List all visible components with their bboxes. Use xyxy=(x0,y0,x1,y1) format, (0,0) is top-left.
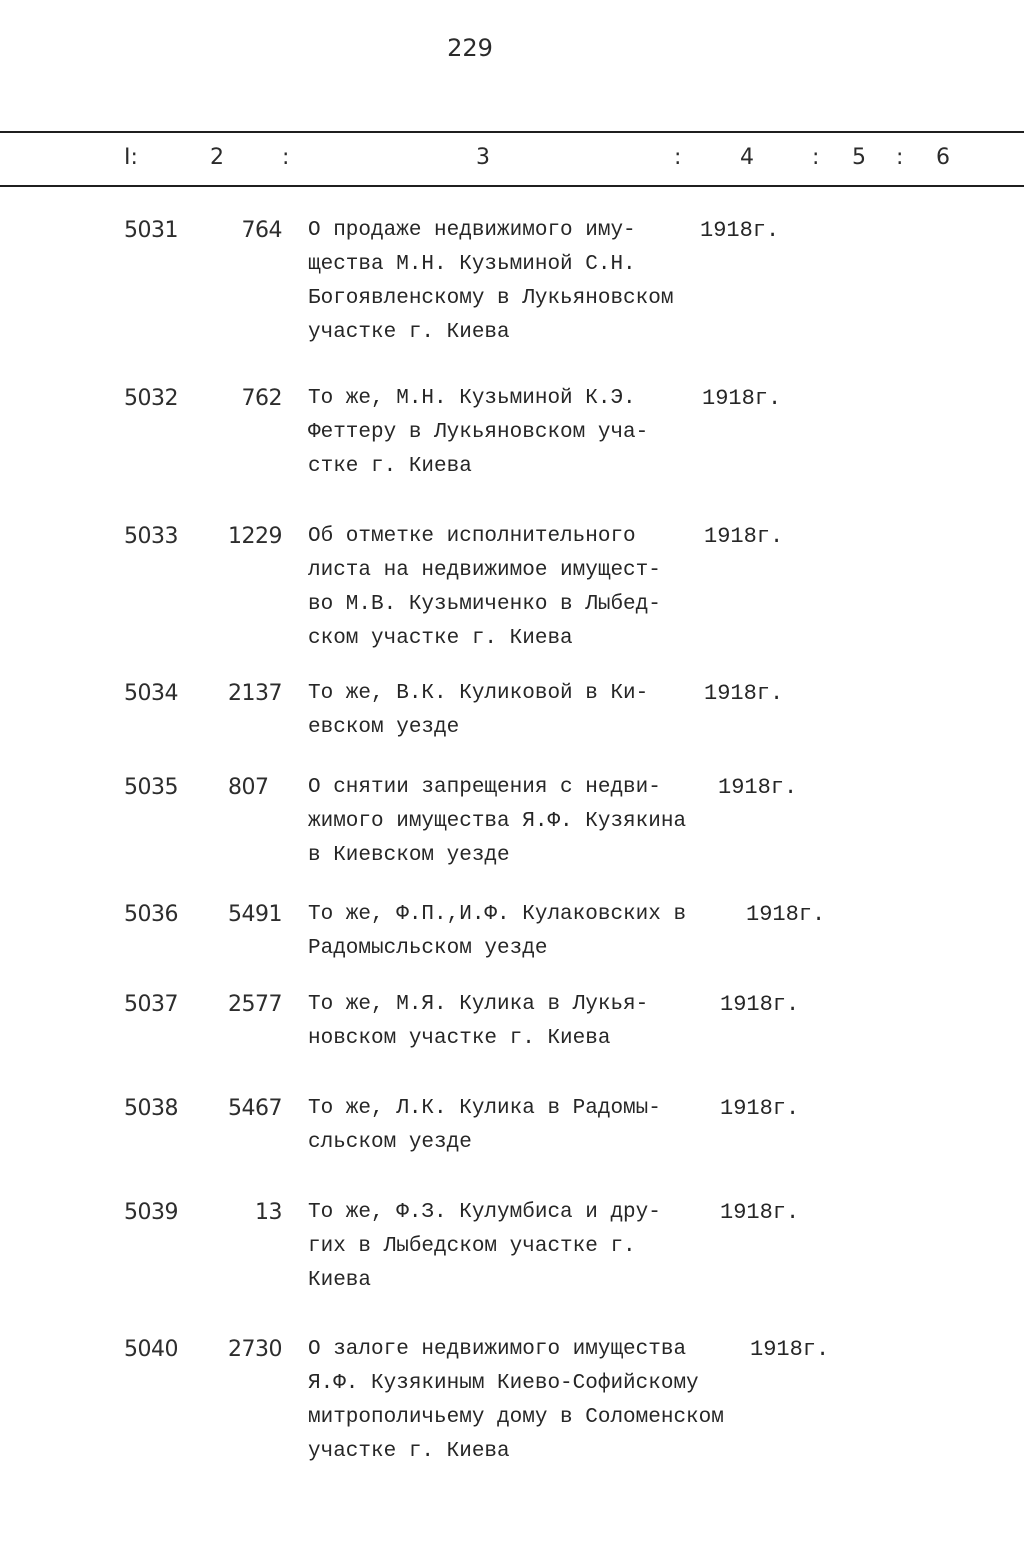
entry-year: 1918г. xyxy=(704,524,784,549)
entry-sheet: 2137 xyxy=(228,681,282,706)
column-header-2: 2 xyxy=(210,145,224,170)
entry-number: 5032 xyxy=(124,386,178,411)
description-line: То же, В.К. Куликовой в Ки- xyxy=(308,682,649,705)
description-line: в Киевском уезде xyxy=(308,844,510,867)
entry-year: 1918г. xyxy=(704,681,784,706)
description-line: сльском уезде xyxy=(308,1131,472,1154)
entry-number: 5038 xyxy=(124,1096,178,1121)
description-line: евском уезде xyxy=(308,716,460,739)
column-separator: : xyxy=(812,145,820,170)
description-line: Радомысльском уезде xyxy=(308,937,548,960)
description-line: О снятии запрещения с недви- xyxy=(308,776,661,799)
description-line: новском участке г. Киева xyxy=(308,1027,611,1050)
description-line: щества М.Н. Кузьминой С.Н. xyxy=(308,253,636,276)
entry-number: 5037 xyxy=(124,992,178,1017)
column-header-3: 3 xyxy=(476,145,490,170)
entry-sheet: 5491 xyxy=(228,902,282,927)
column-header-row xyxy=(0,145,1024,179)
entry-description xyxy=(308,1196,728,1298)
entry-number: 5036 xyxy=(124,902,178,927)
description-line: жимого имущества Я.Ф. Кузякина xyxy=(308,810,687,833)
header-bottom-rule xyxy=(0,185,1024,187)
description-line: Об отметке исполнительного xyxy=(308,525,636,548)
entry-number: 5033 xyxy=(124,524,178,549)
column-header-1: I: xyxy=(124,145,138,170)
column-header-5: 5 xyxy=(852,145,866,170)
description-line: Я.Ф. Кузякиным Киево-Софийскому xyxy=(308,1372,699,1395)
description-line: То же, Ф.П.,И.Ф. Кулаковских в xyxy=(308,903,687,926)
description-line: Богоявленскому в Лукьяновском xyxy=(308,287,674,310)
entry-description xyxy=(308,1092,728,1160)
entry-year: 1918г. xyxy=(720,1200,800,1225)
entry-sheet: 5467 xyxy=(228,1096,282,1121)
entry-year: 1918г. xyxy=(720,1096,800,1121)
description-line: Феттеру в Лукьяновском уча- xyxy=(308,421,649,444)
column-header-4: 4 xyxy=(740,145,754,170)
column-separator: : xyxy=(896,145,904,170)
entry-description xyxy=(308,898,748,966)
entry-sheet: 2730 xyxy=(228,1337,282,1362)
description-line: ском участке г. Киева xyxy=(308,627,573,650)
column-header-6: 6 xyxy=(936,145,950,170)
entry-year: 1918г. xyxy=(750,1337,830,1362)
entry-description xyxy=(308,988,728,1056)
description-line: Киева xyxy=(308,1269,372,1292)
header-top-rule xyxy=(0,131,1024,133)
entry-year: 1918г. xyxy=(718,775,798,800)
description-line: участке г. Киева xyxy=(308,321,510,344)
description-line: стке г. Киева xyxy=(308,455,472,478)
entry-description xyxy=(308,1333,768,1469)
entry-sheet: 762 xyxy=(241,386,282,411)
entry-description xyxy=(308,771,728,873)
entry-description xyxy=(308,677,728,745)
entry-year: 1918г. xyxy=(702,386,782,411)
description-line: во М.В. Кузьмиченко в Лыбед- xyxy=(308,593,661,616)
entry-year: 1918г. xyxy=(700,218,780,243)
description-line: участке г. Киева xyxy=(308,1440,510,1463)
column-separator: : xyxy=(674,145,682,170)
page-number: 229 xyxy=(447,34,493,62)
entry-description xyxy=(308,520,728,656)
entry-number: 5031 xyxy=(124,218,178,243)
entry-sheet: 2577 xyxy=(228,992,282,1017)
entry-sheet: 764 xyxy=(241,218,282,243)
entry-number: 5039 xyxy=(124,1200,178,1225)
description-line: То же, Л.К. Кулика в Радомы- xyxy=(308,1097,661,1120)
description-line: То же, Ф.З. Кулумбиса и дру- xyxy=(308,1201,661,1224)
entry-description xyxy=(308,214,728,350)
entry-year: 1918г. xyxy=(746,902,826,927)
entry-sheet: 13 xyxy=(255,1200,282,1225)
description-line: митрополичьему дому в Соломенском xyxy=(308,1406,724,1429)
entry-sheet: 807 xyxy=(228,775,269,800)
description-line: О продаже недвижимого иму- xyxy=(308,219,636,242)
entry-description xyxy=(308,382,728,484)
entry-year: 1918г. xyxy=(720,992,800,1017)
entry-number: 5034 xyxy=(124,681,178,706)
column-separator: : xyxy=(282,145,290,170)
description-line: О залоге недвижимого имущества xyxy=(308,1338,687,1361)
entry-number: 5040 xyxy=(124,1337,178,1362)
description-line: То же, М.Я. Кулика в Лукья- xyxy=(308,993,649,1016)
description-line: гих в Лыбедском участке г. xyxy=(308,1235,636,1258)
entry-number: 5035 xyxy=(124,775,178,800)
description-line: листа на недвижимое имущест- xyxy=(308,559,661,582)
description-line: То же, М.Н. Кузьминой К.Э. xyxy=(308,387,636,410)
entry-sheet: 1229 xyxy=(228,524,282,549)
